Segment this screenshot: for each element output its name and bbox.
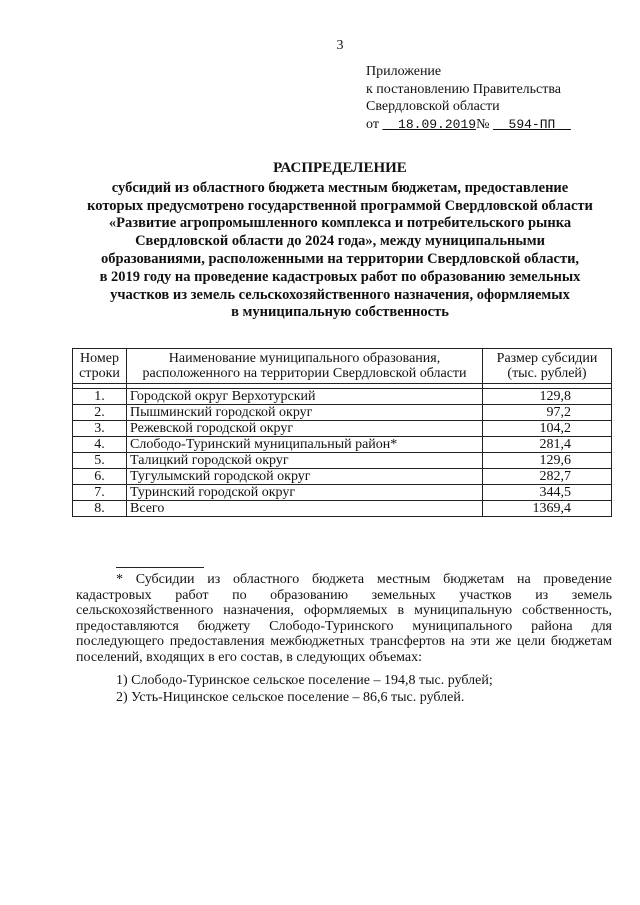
document-title [60, 160, 620, 322]
decree-date: 18.09.2019 [398, 116, 477, 132]
number-label: № [476, 116, 490, 132]
row-amount: 282,7 [483, 469, 612, 485]
appendix-date-line [366, 116, 616, 134]
row-amount: 97,2 [483, 405, 612, 421]
row-municipality: Всего [127, 501, 483, 517]
row-number: 4. [73, 437, 127, 453]
title-line: в 2019 году на проведение кадастровых работ по образованию земельных [99, 268, 581, 285]
row-municipality: Режевской городской округ [127, 421, 483, 437]
appendix-block [366, 63, 616, 133]
appendix-line-2: к постановлению Правительства [366, 81, 562, 97]
title-line: субсидий из областного бюджета местным бюджетам, предоставление [111, 179, 569, 196]
title-line: образованиями, расположенными на территории Свердловской области, [100, 250, 580, 267]
row-number: 6. [73, 469, 127, 485]
table-row [73, 421, 612, 437]
row-municipality: Пышминский городской округ [127, 405, 483, 421]
row-municipality: Городской округ Верхотурский [127, 389, 483, 405]
table-row [73, 405, 612, 421]
footnote-text: * Субсидии из областного бюджета местным бюджетам на проведение кадастровых работ по образованию земельных участков из земель сельскохозяйственного назначения, оформляемых в муниципальную собственность, предоставляются бюджету Слободо-Туринского муниципального района для последующего предоставления межбюджетных трансфертов на эти же цели бюджетам поселений, входящих в его состав, в следующих объемах: [76, 572, 612, 665]
title-line: «Развитие агропромышленного комплекса и потребительского рынка [108, 215, 572, 232]
row-amount: 104,2 [483, 421, 612, 437]
footnote-divider [116, 567, 204, 568]
title-line: Свердловской области до 2024 года», между муниципальными [135, 233, 545, 250]
row-amount: 1369,4 [483, 501, 612, 517]
subsidy-table [72, 348, 612, 517]
row-number: 7. [73, 485, 127, 501]
table-total-row [73, 501, 612, 517]
table-row [73, 485, 612, 501]
row-number: 8. [73, 501, 127, 517]
title-line: участков из земель сельскохозяйственного назначения, оформляемых [110, 286, 570, 303]
table-row [73, 437, 612, 453]
row-amount: 129,8 [483, 389, 612, 405]
header-municipality: Наименование муниципального образования, расположенного на территории Свердловской области [127, 349, 483, 384]
decree-number: 594-ПП [508, 116, 556, 132]
appendix-line-3: Свердловской области [366, 99, 500, 114]
footnote [76, 572, 612, 706]
from-label: от [366, 116, 379, 132]
table-row [73, 389, 612, 405]
row-number: 3. [73, 421, 127, 437]
page-number: 3 [336, 38, 344, 53]
row-number: 1. [73, 389, 127, 405]
row-amount: 281,4 [483, 437, 612, 453]
row-number: 5. [73, 453, 127, 469]
table-row [73, 453, 612, 469]
footnote-item: 2) Усть-Ницинское сельское поселение – 86,6 тыс. рублей. [116, 689, 465, 705]
row-amount: 344,5 [483, 485, 612, 501]
row-municipality: Слободо-Туринский муниципальный район* [127, 437, 483, 453]
header-row-number: Номер строки [73, 349, 127, 384]
footnote-item: 1) Слободо-Туринское сельское поселение – 194,8 тыс. рублей; [116, 672, 493, 688]
title-line: в муниципальную собственность [231, 304, 449, 321]
title-heading: РАСПРЕДЕЛЕНИЕ [273, 160, 407, 176]
footnote-list [76, 672, 612, 706]
row-number: 2. [73, 405, 127, 421]
appendix-line-1: Приложение [366, 64, 442, 79]
header-subsidy-amount: Размер субсидии (тыс. рублей) [483, 349, 612, 384]
row-municipality: Туринский городской округ [127, 485, 483, 501]
table-row [73, 469, 612, 485]
row-amount: 129,6 [483, 453, 612, 469]
table-header-row [73, 349, 612, 384]
row-municipality: Тугулымский городской округ [127, 469, 483, 485]
row-municipality: Талицкий городской округ [127, 453, 483, 469]
title-line: которых предусмотрено государственной программой Свердловской области [87, 197, 593, 214]
